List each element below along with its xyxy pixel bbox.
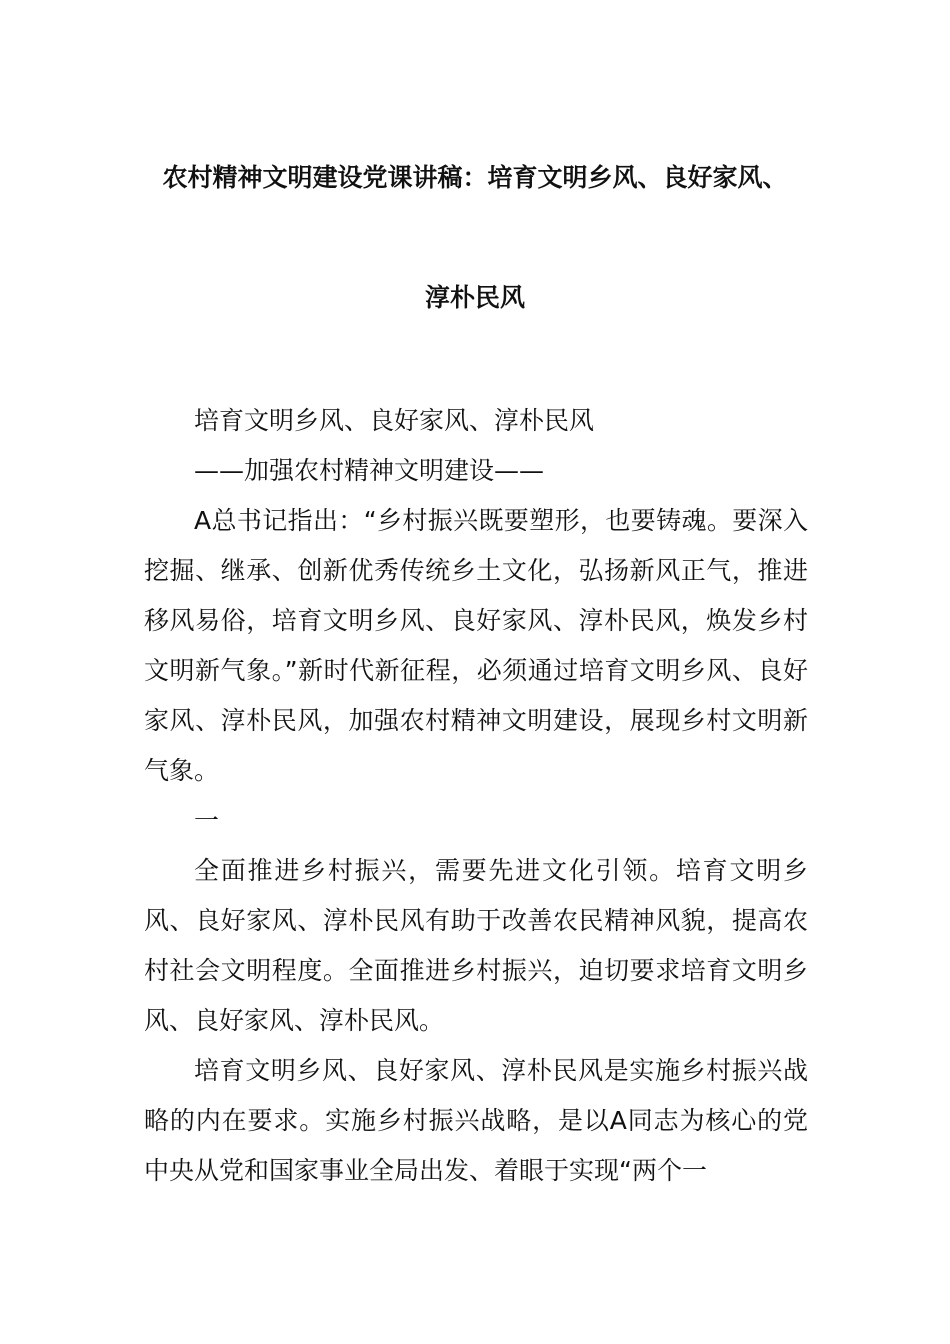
body-paragraph: A总书记指出：“乡村振兴既要塑形，也要铸魂。要深入挖掘、继承、创新优秀传统乡土文化，弘扬新风正气，推进移风易俗，培育文明乡风、良好家风、淳朴民风，焕发乡村文明新气象。”新时代新征程，必须通过培育文明乡风、良好家风、淳朴民风，加强农村精神文明建设，展现乡村文明新气象。: [144, 506, 808, 785]
subtitle-paragraph: 培育文明乡风、良好家风、淳朴民风: [194, 406, 595, 435]
subtitle-dash-paragraph: ——加强农村精神文明建设——: [194, 456, 545, 485]
body-paragraph: 培育文明乡风、良好家风、淳朴民风是实施乡村振兴战略的内在要求。实施乡村振兴战略，是以A同志为核心的党中央从党和国家事业全局出发、着眼于实现“两个一: [144, 1056, 808, 1185]
body-paragraph: 全面推进乡村振兴，需要先进文化引领。培育文明乡风、良好家风、淳朴民风有助于改善农民精神风貌，提高农村社会文明程度。全面推进乡村振兴，迫切要求培育文明乡风、良好家风、淳朴民风。: [144, 856, 808, 1035]
document-title-line-2: 淳朴民风: [424, 283, 525, 312]
document-title-line-1: 农村精神文明建设党课讲稿：培育文明乡风、良好家风、: [162, 163, 788, 192]
section-number: 一: [194, 806, 220, 835]
document-body: [144, 396, 808, 1196]
